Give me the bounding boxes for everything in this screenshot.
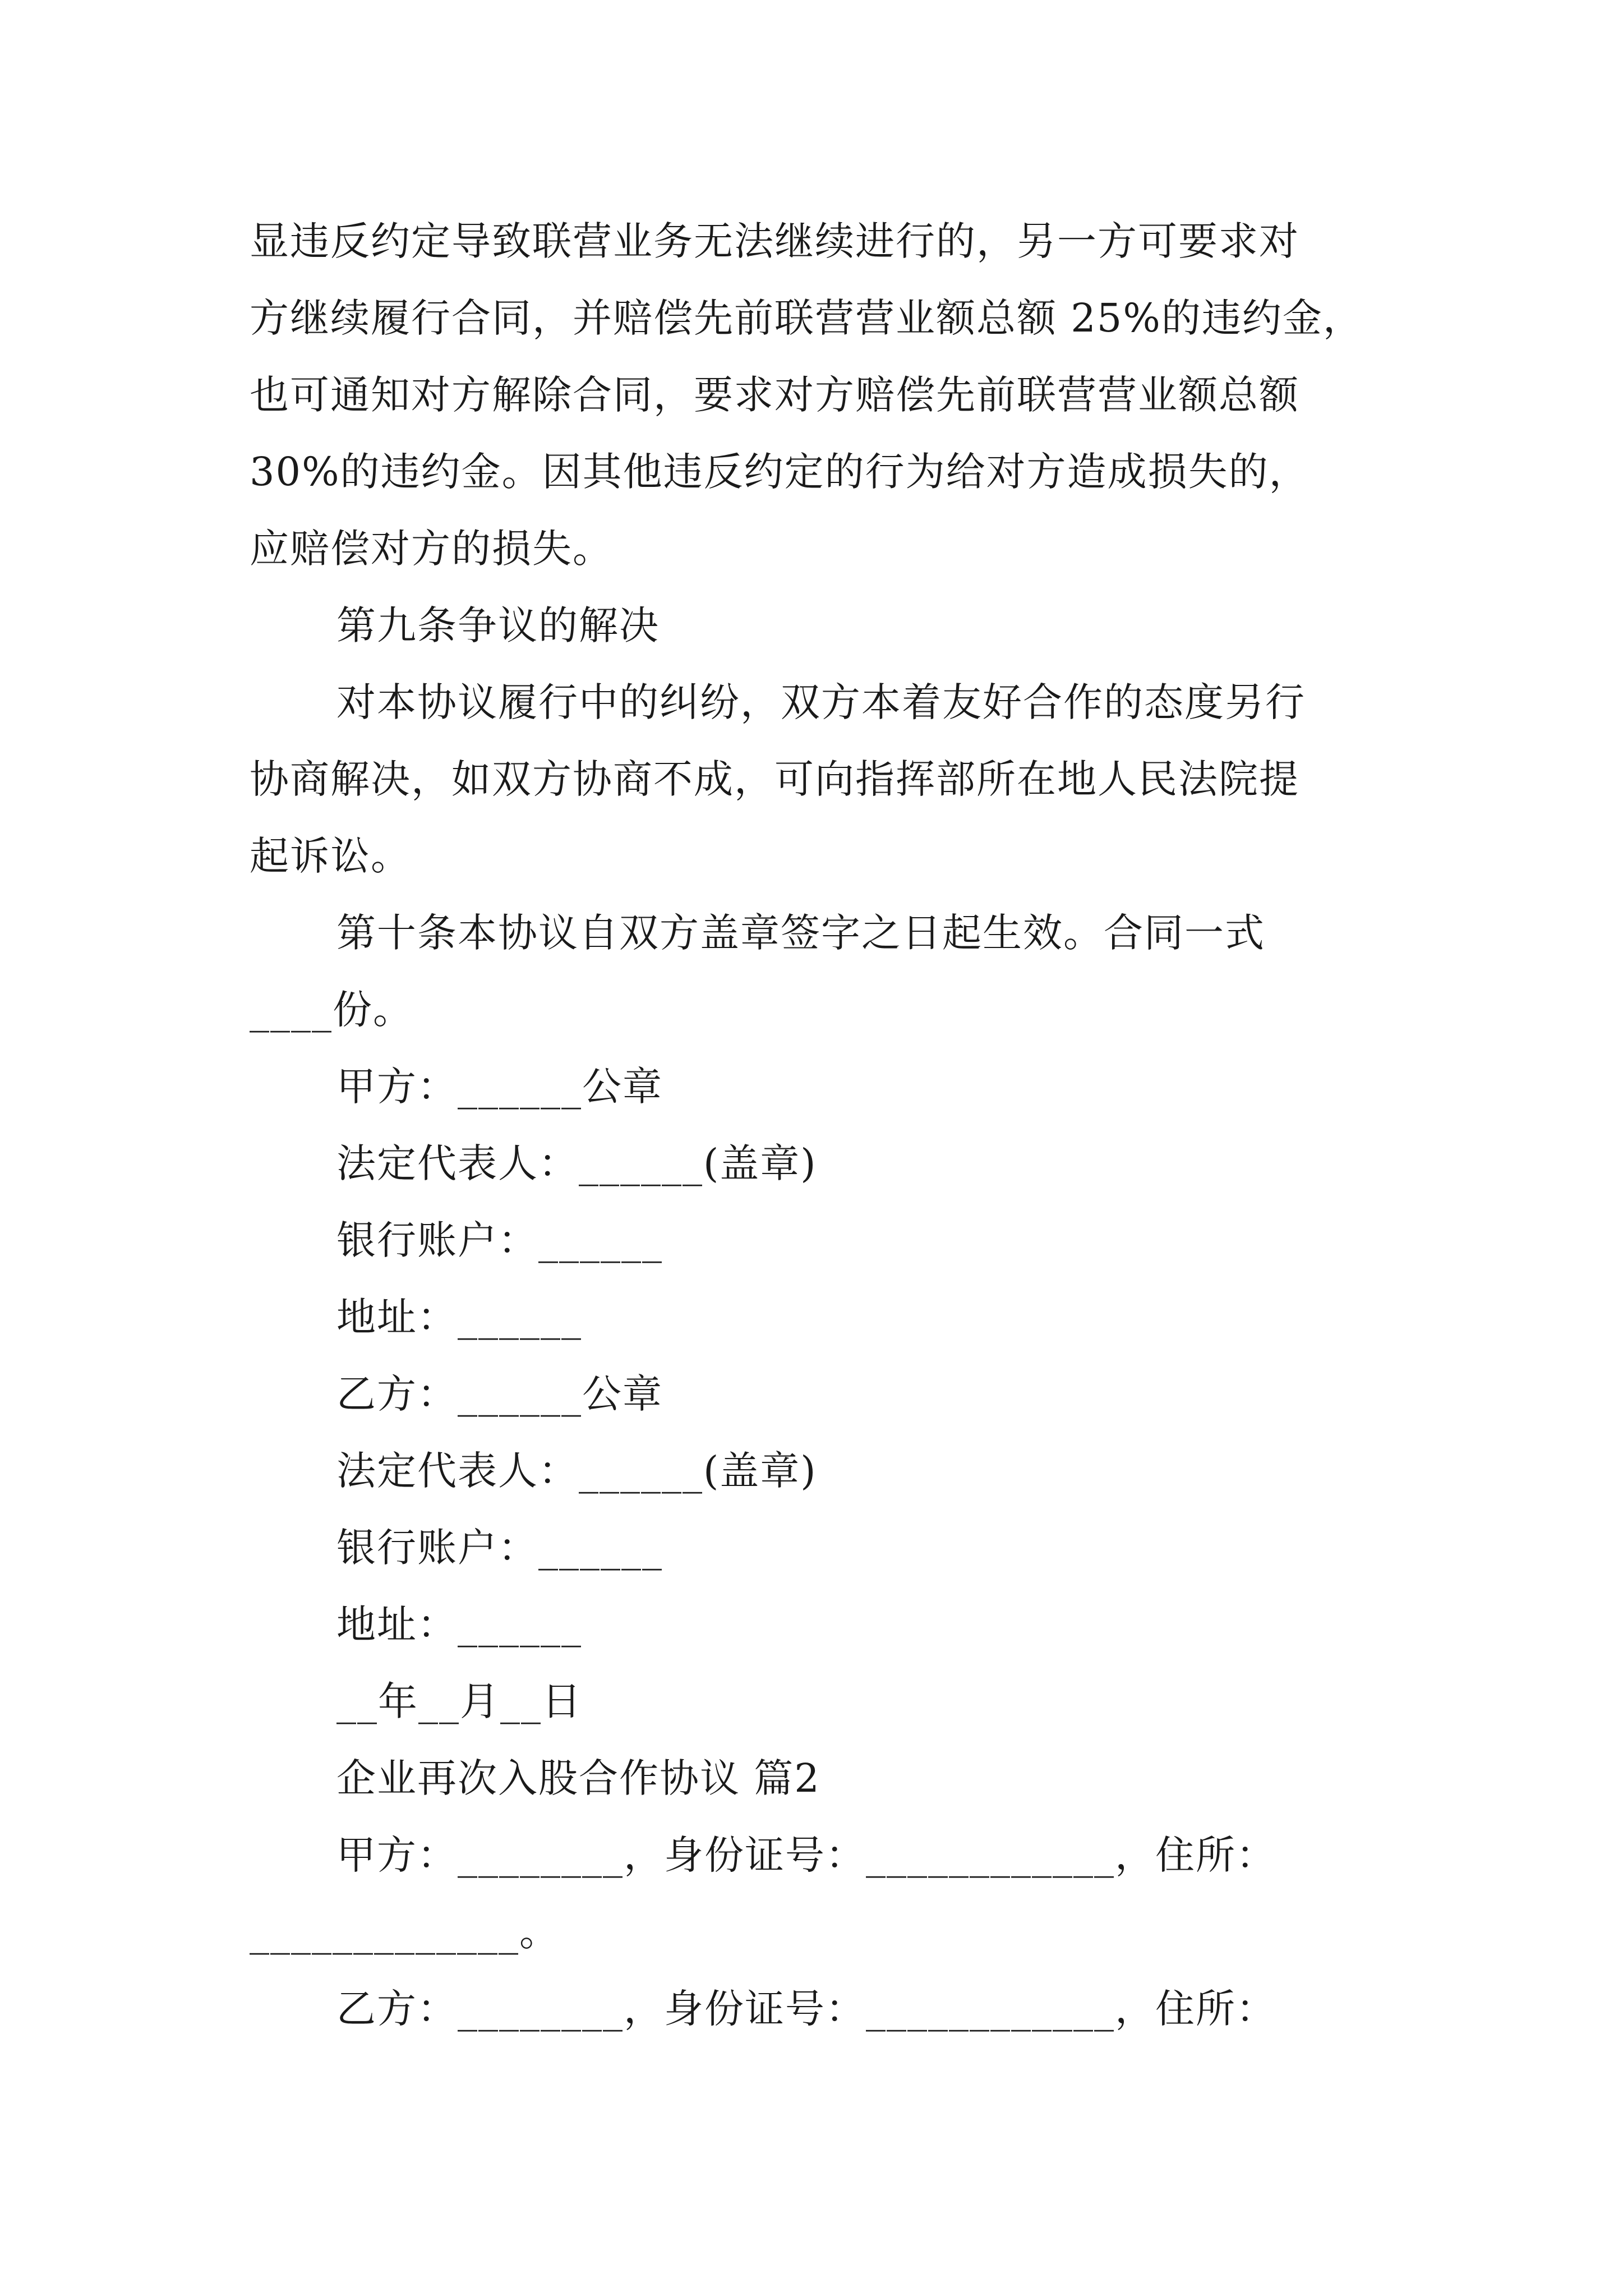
party-b-line: 乙方：______公章 — [336, 1371, 663, 1417]
paragraph-line: ____份。 — [250, 987, 413, 1033]
document-title: 企业再次入股合作协议 篇2 — [336, 1755, 820, 1801]
paragraph-line: 协商解决，如双方协商不成，可向指挥部所在地人民法院提 — [250, 756, 1299, 802]
date-line: __年__月__日 — [336, 1678, 582, 1724]
party-b-line: 乙方：________，身份证号：____________，住所： — [336, 1986, 1276, 2032]
party-a-line: 甲方：________，身份证号：____________，住所： — [336, 1832, 1276, 1878]
signature-field: 银行账户：______ — [336, 1217, 663, 1263]
party-a-line: 甲方：______公章 — [336, 1064, 663, 1110]
paragraph-line: 起诉讼。 — [250, 833, 411, 879]
paragraph-line: 也可通知对方解除合同，要求对方赔偿先前联营营业额总额 — [250, 372, 1299, 418]
signature-field: 地址：______ — [336, 1602, 582, 1648]
signature-field: 法定代表人：______(盖章) — [336, 1448, 817, 1494]
paragraph-line: 显违反约定导致联营业务无法继续进行的，另一方可要求对 — [250, 218, 1299, 264]
paragraph-line: 方继续履行合同，并赔偿先前联营营业额总额 25%的违约金， — [250, 295, 1363, 341]
paragraph-line: _____________。 — [250, 1909, 560, 1955]
signature-field: 地址：______ — [336, 1294, 582, 1340]
signature-field: 法定代表人：______(盖章) — [336, 1140, 817, 1186]
paragraph-line: 第十条本协议自双方盖章签字之日起生效。合同一式 — [336, 910, 1265, 956]
paragraph-line: 对本协议履行中的纠纷，双方本着友好合作的态度另行 — [336, 679, 1306, 725]
section-heading: 第九条争议的解决 — [336, 602, 660, 648]
paragraph-line: 应赔偿对方的损失。 — [250, 526, 613, 572]
signature-field: 银行账户：______ — [336, 1525, 663, 1571]
paragraph-line: 30%的违约金。因其他违反约定的行为给对方造成损失的， — [250, 449, 1310, 495]
